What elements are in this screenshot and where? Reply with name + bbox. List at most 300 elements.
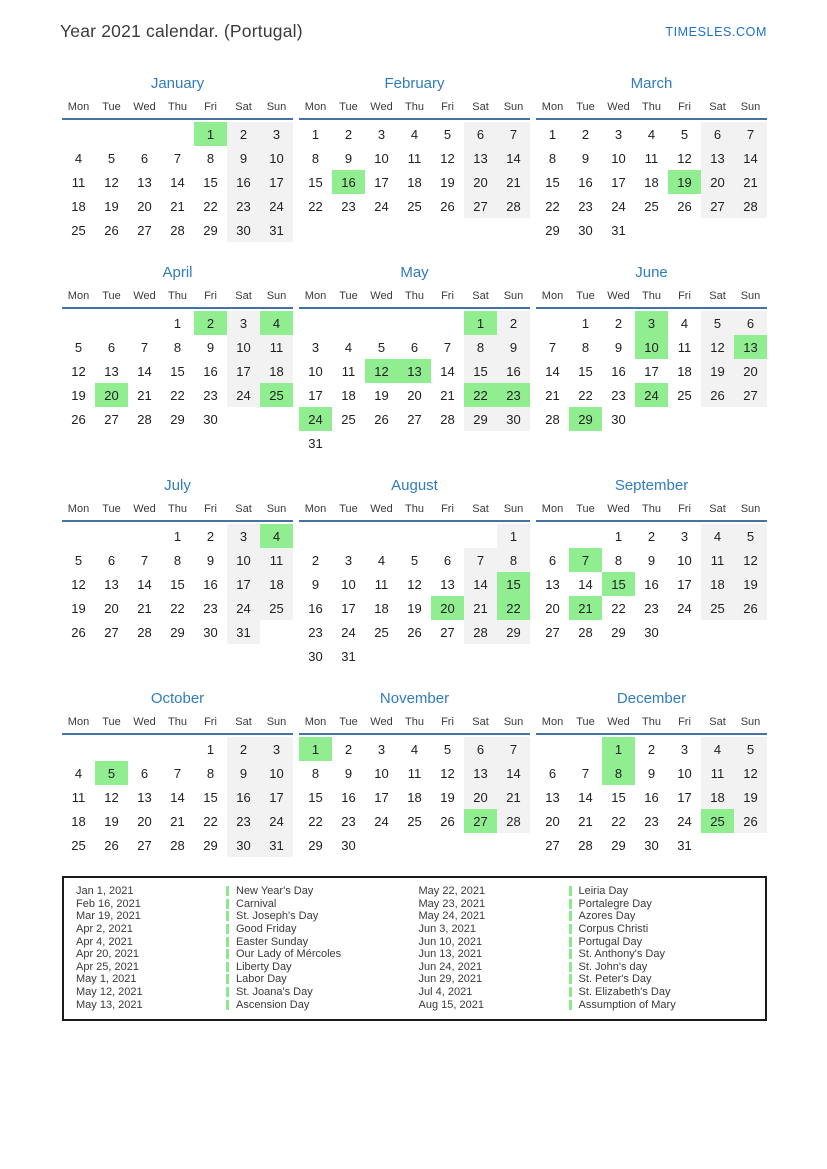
weekday-header xyxy=(62,501,293,522)
day-cell: 16 xyxy=(203,363,218,379)
day-cell: 20 xyxy=(545,813,560,829)
day-cell: 1 xyxy=(614,528,623,544)
day-cell: 28 xyxy=(137,411,152,427)
holiday-date: Aug 15, 2021 xyxy=(418,998,484,1011)
day-cell: 10 xyxy=(374,150,389,166)
weekday-label: Thu xyxy=(642,101,661,113)
holiday-date: Apr 20, 2021 xyxy=(76,948,139,961)
day-cell: 3 xyxy=(635,311,668,335)
weekday-label: Fri xyxy=(678,101,691,113)
day-cell: 10 xyxy=(308,363,323,379)
day-cell: 26 xyxy=(440,198,455,214)
day-cell: 9 xyxy=(227,146,260,170)
day-cell: 7 xyxy=(734,122,767,146)
day-cell: 5 xyxy=(680,126,689,142)
holiday-row xyxy=(419,935,762,948)
day-cell: 1 xyxy=(464,311,497,335)
month-october xyxy=(62,688,293,857)
day-cell: 21 xyxy=(497,785,530,809)
weekday-label: Sat xyxy=(235,290,252,302)
day-cell: 16 xyxy=(227,170,260,194)
day-cell: 24 xyxy=(374,198,389,214)
day-cell: 31 xyxy=(341,648,356,664)
holiday-date: May 1, 2021 xyxy=(76,973,137,986)
weekday-label: Sun xyxy=(503,101,524,113)
weekday-label: Wed xyxy=(607,290,630,302)
day-cell: 12 xyxy=(440,150,455,166)
day-cell: 29 xyxy=(611,624,626,640)
day-cell: 29 xyxy=(569,407,602,431)
weekday-label: Sun xyxy=(740,101,761,113)
weekday-label: Mon xyxy=(67,101,90,113)
empty-cell xyxy=(332,311,365,335)
day-cell: 31 xyxy=(611,222,626,238)
day-cell: 22 xyxy=(308,813,323,829)
day-cell: 24 xyxy=(227,596,260,620)
weekday-header xyxy=(536,288,767,309)
weekday-label: Fri xyxy=(204,290,217,302)
holiday-marker-icon xyxy=(569,949,572,959)
day-cell: 10 xyxy=(227,335,260,359)
day-cell: 8 xyxy=(311,765,320,781)
day-cell: 18 xyxy=(677,363,692,379)
day-cell: 27 xyxy=(137,222,152,238)
empty-cell xyxy=(398,524,431,548)
day-cell: 3 xyxy=(614,126,623,142)
day-cell: 11 xyxy=(677,339,692,355)
day-cell: 7 xyxy=(548,339,557,355)
day-cell: 5 xyxy=(377,339,386,355)
day-cell: 30 xyxy=(308,648,323,664)
weekday-label: Sat xyxy=(709,290,726,302)
day-cell: 4 xyxy=(260,311,293,335)
weekday-label: Thu xyxy=(405,716,424,728)
weekday-label: Sun xyxy=(740,716,761,728)
day-cell: 1 xyxy=(173,528,182,544)
day-cell: 25 xyxy=(341,411,356,427)
day-cell: 15 xyxy=(602,572,635,596)
day-cell: 9 xyxy=(497,335,530,359)
month-title: January xyxy=(150,75,205,92)
weekday-label: Sat xyxy=(235,503,252,515)
empty-cell xyxy=(128,524,161,548)
weekday-label: Mon xyxy=(304,290,327,302)
weekday-label: Tue xyxy=(576,290,595,302)
day-cell: 22 xyxy=(545,198,560,214)
holiday-name: Leiria Day xyxy=(569,885,629,897)
day-grid xyxy=(299,524,530,668)
day-cell: 8 xyxy=(173,552,182,568)
day-cell: 29 xyxy=(203,222,218,238)
day-cell: 19 xyxy=(104,198,119,214)
day-cell: 28 xyxy=(440,411,455,427)
day-cell: 31 xyxy=(227,620,260,644)
day-cell: 4 xyxy=(701,737,734,761)
day-cell: 21 xyxy=(170,198,185,214)
day-cell: 6 xyxy=(464,122,497,146)
day-grid xyxy=(299,737,530,857)
holiday-marker-icon xyxy=(226,886,229,896)
day-cell: 15 xyxy=(203,174,218,190)
day-cell: 13 xyxy=(734,335,767,359)
weekday-label: Thu xyxy=(168,503,187,515)
day-cell: 2 xyxy=(227,737,260,761)
day-cell: 26 xyxy=(440,813,455,829)
day-cell: 6 xyxy=(410,339,419,355)
day-cell: 19 xyxy=(701,359,734,383)
day-cell: 14 xyxy=(137,576,152,592)
day-cell: 26 xyxy=(71,624,86,640)
weekday-label: Wed xyxy=(370,503,393,515)
holiday-date: Apr 25, 2021 xyxy=(76,960,139,973)
day-cell: 14 xyxy=(464,572,497,596)
weekday-label: Tue xyxy=(339,716,358,728)
day-cell: 18 xyxy=(701,572,734,596)
day-cell: 24 xyxy=(260,809,293,833)
day-cell: 12 xyxy=(365,359,398,383)
day-cell: 1 xyxy=(194,122,227,146)
holiday-marker-icon xyxy=(226,911,229,921)
day-cell: 23 xyxy=(227,809,260,833)
holiday-date: Mar 19, 2021 xyxy=(76,910,141,923)
weekday-label: Fri xyxy=(441,503,454,515)
holiday-row xyxy=(419,898,762,911)
holiday-row xyxy=(76,973,419,986)
holiday-date: May 13, 2021 xyxy=(76,998,143,1011)
holiday-row xyxy=(76,986,419,999)
day-cell: 17 xyxy=(374,789,389,805)
holiday-name: Liberty Day xyxy=(226,961,292,973)
day-cell: 27 xyxy=(407,411,422,427)
day-cell: 21 xyxy=(464,596,497,620)
day-cell: 22 xyxy=(464,383,497,407)
holiday-date: Jan 1, 2021 xyxy=(76,885,134,898)
day-cell: 27 xyxy=(545,837,560,853)
holiday-marker-icon xyxy=(226,987,229,997)
day-cell: 29 xyxy=(308,837,323,853)
day-cell: 4 xyxy=(74,150,83,166)
holiday-name: Carnival xyxy=(226,898,276,910)
holiday-name: Easter Sunday xyxy=(226,936,308,948)
day-cell: 17 xyxy=(644,363,659,379)
day-cell: 11 xyxy=(644,150,659,166)
day-cell: 25 xyxy=(677,387,692,403)
day-cell: 26 xyxy=(701,383,734,407)
day-cell: 4 xyxy=(344,339,353,355)
day-cell: 19 xyxy=(734,785,767,809)
day-cell: 5 xyxy=(107,150,116,166)
day-cell: 5 xyxy=(443,126,452,142)
day-cell: 31 xyxy=(260,218,293,242)
day-cell: 16 xyxy=(497,359,530,383)
day-cell: 7 xyxy=(464,548,497,572)
day-cell: 21 xyxy=(137,600,152,616)
day-cell: 13 xyxy=(545,576,560,592)
month-title: October xyxy=(150,690,205,707)
day-cell: 19 xyxy=(71,600,86,616)
day-cell: 30 xyxy=(644,624,659,640)
weekday-label: Thu xyxy=(405,101,424,113)
day-cell: 6 xyxy=(140,150,149,166)
day-cell: 2 xyxy=(497,311,530,335)
holiday-row xyxy=(419,948,762,961)
weekday-label: Fri xyxy=(441,101,454,113)
holiday-row xyxy=(76,910,419,923)
day-cell: 17 xyxy=(677,576,692,592)
day-cell: 20 xyxy=(545,600,560,616)
day-cell: 22 xyxy=(308,198,323,214)
empty-cell xyxy=(536,737,569,761)
day-cell: 11 xyxy=(71,789,86,805)
day-cell: 21 xyxy=(734,170,767,194)
weekday-header xyxy=(62,714,293,735)
day-cell: 24 xyxy=(677,600,692,616)
day-cell: 29 xyxy=(545,222,560,238)
day-cell: 8 xyxy=(311,150,320,166)
day-grid xyxy=(62,122,293,242)
empty-cell xyxy=(569,737,602,761)
day-cell: 10 xyxy=(677,765,692,781)
day-cell: 9 xyxy=(206,339,215,355)
empty-cell xyxy=(464,524,497,548)
day-cell: 31 xyxy=(677,837,692,853)
holiday-date: Jun 13, 2021 xyxy=(418,948,483,961)
day-cell: 27 xyxy=(701,194,734,218)
day-cell: 15 xyxy=(203,789,218,805)
weekday-header xyxy=(299,99,530,120)
weekday-label: Tue xyxy=(102,101,121,113)
day-cell: 13 xyxy=(104,576,119,592)
empty-cell xyxy=(161,122,194,146)
holiday-marker-icon xyxy=(226,937,229,947)
holiday-marker-icon xyxy=(226,924,229,934)
day-cell: 25 xyxy=(260,383,293,407)
weekday-label: Mon xyxy=(541,290,564,302)
day-cell: 9 xyxy=(581,150,590,166)
day-cell: 18 xyxy=(644,174,659,190)
day-cell: 19 xyxy=(104,813,119,829)
empty-cell xyxy=(536,524,569,548)
holiday-name: Azores Day xyxy=(569,910,636,922)
holiday-row xyxy=(76,948,419,961)
day-cell: 18 xyxy=(701,785,734,809)
empty-cell xyxy=(365,311,398,335)
day-cell: 21 xyxy=(137,387,152,403)
day-cell: 21 xyxy=(569,596,602,620)
holiday-name: Corpus Christi xyxy=(569,923,649,935)
day-cell: 28 xyxy=(170,222,185,238)
day-cell: 20 xyxy=(464,170,497,194)
day-cell: 3 xyxy=(344,552,353,568)
day-cell: 10 xyxy=(374,765,389,781)
day-cell: 8 xyxy=(614,552,623,568)
day-cell: 30 xyxy=(497,407,530,431)
day-grid xyxy=(62,524,293,644)
holiday-marker-icon xyxy=(569,987,572,997)
day-cell: 30 xyxy=(203,624,218,640)
day-cell: 5 xyxy=(74,339,83,355)
day-cell: 29 xyxy=(203,837,218,853)
day-cell: 18 xyxy=(260,572,293,596)
empty-cell xyxy=(62,737,95,761)
day-cell: 13 xyxy=(440,576,455,592)
day-cell: 7 xyxy=(173,765,182,781)
day-cell: 17 xyxy=(341,600,356,616)
day-cell: 27 xyxy=(545,624,560,640)
day-cell: 10 xyxy=(227,548,260,572)
day-cell: 20 xyxy=(431,596,464,620)
weekday-label: Tue xyxy=(339,503,358,515)
empty-cell xyxy=(128,311,161,335)
day-cell: 15 xyxy=(464,359,497,383)
holiday-name: St. Joseph's Day xyxy=(226,910,318,922)
weekday-label: Sun xyxy=(740,290,761,302)
holiday-name: St. Peter's Day xyxy=(569,973,652,985)
month-september xyxy=(536,475,767,644)
month-title: November xyxy=(379,690,450,707)
weekday-label: Tue xyxy=(102,503,121,515)
day-cell: 20 xyxy=(104,600,119,616)
day-cell: 13 xyxy=(464,761,497,785)
day-cell: 11 xyxy=(260,548,293,572)
weekday-label: Sat xyxy=(709,716,726,728)
holiday-row xyxy=(419,986,762,999)
weekday-label: Thu xyxy=(168,101,187,113)
day-cell: 8 xyxy=(548,150,557,166)
day-cell: 25 xyxy=(71,837,86,853)
weekday-label: Mon xyxy=(541,101,564,113)
weekday-label: Tue xyxy=(339,101,358,113)
day-cell: 25 xyxy=(701,809,734,833)
site-logo[interactable]: TIMESLES.COM xyxy=(665,25,767,39)
day-cell: 25 xyxy=(407,198,422,214)
day-grid xyxy=(536,737,767,857)
day-cell: 11 xyxy=(701,548,734,572)
day-cell: 16 xyxy=(644,576,659,592)
day-cell: 3 xyxy=(377,126,386,142)
day-cell: 23 xyxy=(497,383,530,407)
day-cell: 2 xyxy=(344,126,353,142)
day-cell: 6 xyxy=(701,122,734,146)
day-cell: 28 xyxy=(464,620,497,644)
weekday-label: Sat xyxy=(235,101,252,113)
day-cell: 18 xyxy=(260,359,293,383)
day-cell: 29 xyxy=(497,620,530,644)
page-title: Year 2021 calendar. (Portugal) xyxy=(60,21,303,41)
empty-cell xyxy=(332,524,365,548)
weekday-label: Thu xyxy=(405,503,424,515)
day-cell: 8 xyxy=(173,339,182,355)
empty-cell xyxy=(62,311,95,335)
day-cell: 17 xyxy=(677,789,692,805)
empty-cell xyxy=(431,311,464,335)
weekday-label: Sun xyxy=(503,716,524,728)
month-title: December xyxy=(616,690,687,707)
day-cell: 13 xyxy=(104,363,119,379)
holidays-column-2 xyxy=(419,885,762,1011)
day-cell: 19 xyxy=(71,387,86,403)
day-grid xyxy=(536,524,767,644)
empty-cell xyxy=(62,122,95,146)
day-cell: 25 xyxy=(644,198,659,214)
day-cell: 12 xyxy=(734,761,767,785)
holiday-row xyxy=(419,973,762,986)
day-cell: 10 xyxy=(611,150,626,166)
weekday-header xyxy=(62,288,293,309)
day-cell: 22 xyxy=(578,387,593,403)
holiday-name: St. Anthony's Day xyxy=(569,948,665,960)
weekday-label: Fri xyxy=(441,290,454,302)
day-cell: 20 xyxy=(95,383,128,407)
day-cell: 23 xyxy=(644,600,659,616)
day-cell: 30 xyxy=(644,837,659,853)
day-cell: 20 xyxy=(701,170,734,194)
day-cell: 14 xyxy=(137,363,152,379)
day-cell: 6 xyxy=(107,552,116,568)
day-cell: 6 xyxy=(734,311,767,335)
day-cell: 16 xyxy=(203,576,218,592)
day-cell: 7 xyxy=(140,339,149,355)
holiday-marker-icon xyxy=(569,974,572,984)
day-cell: 5 xyxy=(734,737,767,761)
day-cell: 19 xyxy=(407,600,422,616)
day-cell: 26 xyxy=(734,809,767,833)
day-cell: 26 xyxy=(104,837,119,853)
day-cell: 9 xyxy=(614,339,623,355)
day-cell: 30 xyxy=(227,218,260,242)
day-cell: 21 xyxy=(170,813,185,829)
weekday-label: Sun xyxy=(740,503,761,515)
day-cell: 22 xyxy=(170,387,185,403)
day-cell: 5 xyxy=(443,741,452,757)
day-cell: 5 xyxy=(410,552,419,568)
day-cell: 22 xyxy=(611,813,626,829)
day-cell: 18 xyxy=(71,813,86,829)
month-november xyxy=(299,688,530,857)
day-cell: 16 xyxy=(578,174,593,190)
day-cell: 17 xyxy=(374,174,389,190)
day-cell: 7 xyxy=(443,339,452,355)
day-cell: 17 xyxy=(260,170,293,194)
day-cell: 1 xyxy=(311,126,320,142)
day-cell: 1 xyxy=(299,737,332,761)
day-cell: 20 xyxy=(407,387,422,403)
day-cell: 6 xyxy=(443,552,452,568)
month-title: September xyxy=(614,477,689,494)
day-cell: 28 xyxy=(497,809,530,833)
day-cell: 20 xyxy=(137,198,152,214)
holiday-row xyxy=(76,923,419,936)
empty-cell xyxy=(536,311,569,335)
day-cell: 14 xyxy=(170,789,185,805)
day-cell: 31 xyxy=(260,833,293,857)
day-cell: 17 xyxy=(227,359,260,383)
day-cell: 25 xyxy=(71,222,86,238)
weekday-label: Wed xyxy=(133,290,156,302)
day-cell: 16 xyxy=(341,789,356,805)
weekday-label: Sat xyxy=(472,290,489,302)
day-cell: 2 xyxy=(206,528,215,544)
weekday-label: Wed xyxy=(607,716,630,728)
empty-cell xyxy=(95,311,128,335)
empty-cell xyxy=(299,524,332,548)
weekday-label: Sun xyxy=(503,503,524,515)
day-cell: 1 xyxy=(173,315,182,331)
day-cell: 11 xyxy=(71,174,86,190)
day-cell: 24 xyxy=(260,194,293,218)
holiday-name: St. Elizabeth's Day xyxy=(569,986,671,998)
day-grid xyxy=(299,311,530,455)
